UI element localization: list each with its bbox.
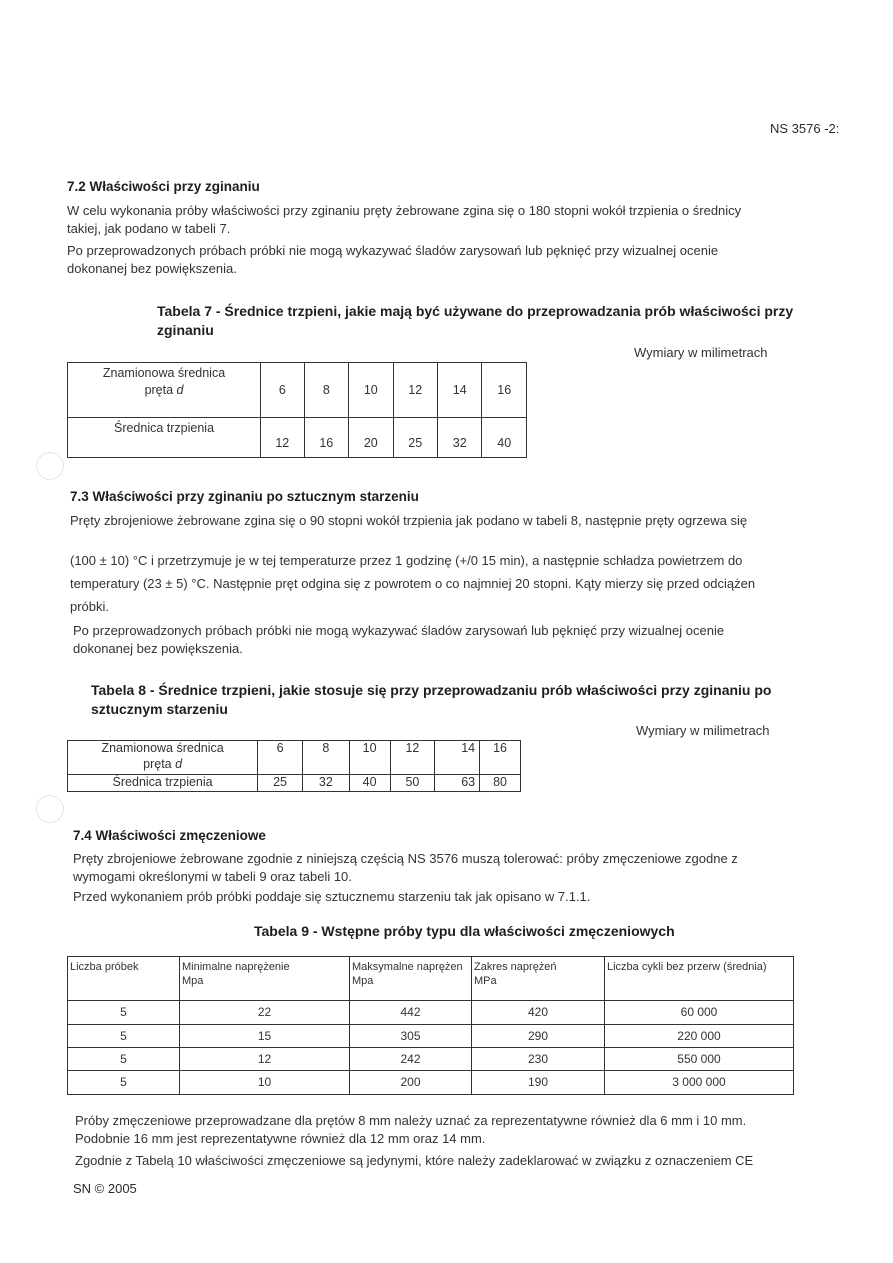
caption-line: Tabela 7 - Średnice trzpieni, jakie mają być używane do przeprowadzania prób właściwości przy <box>157 303 794 319</box>
table-cell: 32 <box>438 418 482 458</box>
paragraph-line: wymogami określonymi w tabeli 9 oraz tabeli 10. <box>73 868 352 884</box>
label-line: Znamionowa średnica <box>102 366 226 380</box>
table-cell: 305 <box>350 1025 472 1048</box>
table-cell: 16 <box>482 363 527 418</box>
table-cell: 14 <box>435 741 480 775</box>
table-8 <box>67 740 521 792</box>
table-row <box>68 1071 794 1095</box>
closing-paragraph-2: Zgodnie z Tabelą 10 właściwości zmęczeniowe są jedynymi, które należy zadeklarować w związku z oznaczeniem CE <box>75 1153 754 1168</box>
paragraph-line: Po przeprowadzonych próbach próbki nie mogą wykazywać śladów zarysowań lub pęknięć przy wizualnej ocenie <box>67 243 719 258</box>
table-7 <box>67 362 527 458</box>
table-cell: 16 <box>304 418 348 458</box>
paragraph-line: próbki. <box>70 598 110 614</box>
table-9 <box>67 956 794 1095</box>
table-cell: 40 <box>482 418 527 458</box>
table-row <box>68 741 521 775</box>
table-cell: 190 <box>472 1071 605 1095</box>
table-header-row <box>68 957 794 1001</box>
table-cell: 10 <box>349 363 393 418</box>
table-9-caption: Tabela 9 - Wstępne próby typu dla właściwości zmęczeniowych <box>254 923 675 939</box>
punch-hole-mark <box>36 452 64 480</box>
section-7-2-heading: 7.2 Właściwości przy zginaniu <box>67 179 260 194</box>
table-row <box>68 418 527 458</box>
section-7-2-paragraph-1 <box>67 202 741 237</box>
column-header: Maksymalne naprężen Mpa <box>350 957 472 1001</box>
table-cell: 80 <box>480 775 521 792</box>
table-cell: 420 <box>472 1001 605 1025</box>
document-code: NS 3576 -2: <box>770 121 840 136</box>
table-cell: 25 <box>258 775 303 792</box>
paragraph-line: W celu wykonania próby właściwości przy zginaniu pręty żebrowane zgina się o 180 stopni wokół trzpienia o średnicy <box>67 203 742 218</box>
table-cell: 25 <box>393 418 437 458</box>
table-cell: 14 <box>438 363 482 418</box>
table-cell: 12 <box>390 741 435 775</box>
paragraph-line: temperatury (23 ± 5) °C. Następnie pręt odgina się z powrotem o co najmniej 20 stopni. Kąty mierzy się przed odciążen <box>70 575 756 591</box>
section-7-4-paragraph-2: Przed wykonaniem prób próbki poddaje się sztucznemu starzeniu tak jak opisano w 7.1.1. <box>73 889 591 904</box>
paragraph-line: Pręty zbrojeniowe żebrowane zgodnie z niniejszą częścią NS 3576 muszą tolerować: próby zmęczeniowe zgodne z <box>73 851 738 866</box>
column-header: Liczba próbek <box>68 957 180 1001</box>
table-cell: 5 <box>68 1025 180 1048</box>
label-line: Znamionowa średnica <box>101 741 224 755</box>
table-cell: 442 <box>350 1001 472 1025</box>
paragraph-line: dokonanej bez powiększenia. <box>73 640 243 656</box>
table-cell: 8 <box>304 363 348 418</box>
table-row <box>68 1048 794 1071</box>
caption-line: sztucznym starzeniu <box>91 700 228 717</box>
section-7-2-paragraph-2 <box>67 242 718 277</box>
table-7-units: Wymiary w milimetrach <box>634 345 768 360</box>
table-cell: 10 <box>349 741 390 775</box>
table-cell: 50 <box>390 775 435 792</box>
column-header: Liczba cykli bez przerw (średnia) <box>605 957 794 1001</box>
table-7-caption <box>157 302 793 340</box>
section-7-4-heading: 7.4 Właściwości zmęczeniowe <box>73 828 266 843</box>
paragraph-line: Podobnie 16 mm jest reprezentatywne również dla 12 mm oraz 14 mm. <box>75 1130 486 1146</box>
table-label-cell <box>68 363 261 418</box>
copyright-footer: SN © 2005 <box>73 1181 137 1196</box>
table-label-cell <box>68 741 258 775</box>
section-7-3-heading: 7.3 Właściwości przy zginaniu po sztucznym starzeniu <box>70 489 419 504</box>
table-label-cell: Średnica trzpienia <box>68 418 261 458</box>
table-cell: 16 <box>480 741 521 775</box>
table-cell: 12 <box>393 363 437 418</box>
table-cell: 40 <box>349 775 390 792</box>
punch-hole-mark <box>36 795 64 823</box>
table-row <box>68 1001 794 1025</box>
table-cell: 15 <box>180 1025 350 1048</box>
table-8-units: Wymiary w milimetrach <box>636 723 770 738</box>
paragraph-line: dokonanej bez powiększenia. <box>67 260 237 276</box>
table-cell: 290 <box>472 1025 605 1048</box>
table-cell: 3 000 000 <box>605 1071 794 1095</box>
caption-line: Tabela 8 - Średnice trzpieni, jakie stosuje się przy przeprowadzaniu prób właściwości przy zginaniu po <box>91 682 772 698</box>
table-cell: 60 000 <box>605 1001 794 1025</box>
table-cell: 32 <box>302 775 349 792</box>
paragraph-line: takiej, jak podano w tabeli 7. <box>67 220 231 236</box>
paragraph-line: (100 ± 10) °C i przetrzymuje je w tej temperaturze przez 1 godzinę (+/0 15 min), a następnie schładza powietrzem do <box>70 553 743 568</box>
table-cell: 5 <box>68 1001 180 1025</box>
table-cell: 20 <box>349 418 393 458</box>
table-cell: 5 <box>68 1048 180 1071</box>
table-cell: 22 <box>180 1001 350 1025</box>
paragraph-line: Próby zmęczeniowe przeprowadzane dla prętów 8 mm należy uznać za reprezentatywne również dla 6 mm i 10 mm. <box>75 1113 747 1128</box>
table-cell: 10 <box>180 1071 350 1095</box>
variable-d: d <box>176 382 184 397</box>
table-cell: 12 <box>180 1048 350 1071</box>
table-label-cell: Średnica trzpienia <box>68 775 258 792</box>
table-cell: 5 <box>68 1071 180 1095</box>
section-7-3-paragraph-2 <box>73 622 724 657</box>
variable-d: d <box>175 756 183 771</box>
table-8-caption <box>91 681 771 719</box>
table-row <box>68 775 521 792</box>
table-cell: 220 000 <box>605 1025 794 1048</box>
table-cell: 200 <box>350 1071 472 1095</box>
table-cell: 12 <box>261 418 305 458</box>
table-cell: 550 000 <box>605 1048 794 1071</box>
table-row <box>68 1025 794 1048</box>
table-cell: 63 <box>435 775 480 792</box>
closing-paragraph-1 <box>75 1112 746 1147</box>
section-7-3-paragraph <box>70 550 755 618</box>
column-header: Minimalne naprężenie Mpa <box>180 957 350 1001</box>
table-cell: 230 <box>472 1048 605 1071</box>
table-row <box>68 363 527 418</box>
table-cell: 8 <box>302 741 349 775</box>
table-cell: 6 <box>258 741 303 775</box>
column-header: Zakres naprężeń MPa <box>472 957 605 1001</box>
table-cell: 6 <box>261 363 305 418</box>
section-7-4-paragraph-1 <box>73 850 738 885</box>
section-7-3-line-1: Pręty zbrojeniowe żebrowane zgina się o 90 stopni wokół trzpienia jak podano w tabeli 8, następnie pręty ogrzewa się <box>70 513 748 528</box>
table-cell: 242 <box>350 1048 472 1071</box>
caption-line: zginaniu <box>157 321 214 338</box>
label-line: pręta <box>143 756 176 771</box>
paragraph-line: Po przeprowadzonych próbach próbki nie mogą wykazywać śladów zarysowań lub pęknięć przy wizualnej ocenie <box>73 623 725 638</box>
label-line: pręta <box>144 382 177 397</box>
